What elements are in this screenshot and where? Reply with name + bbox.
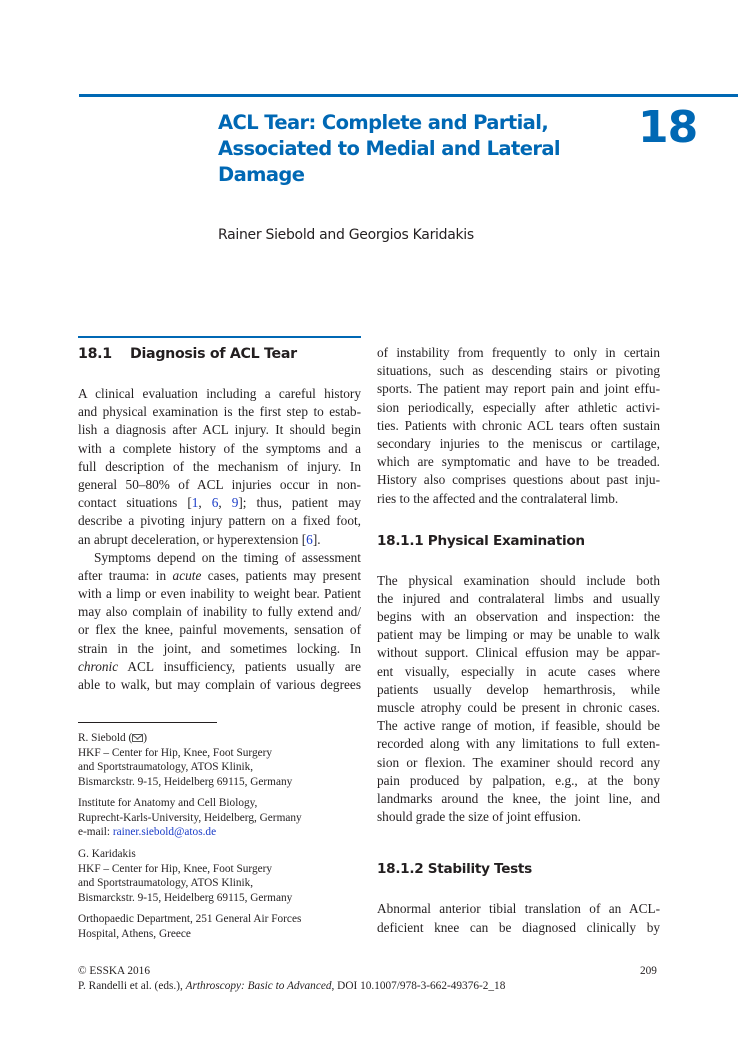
text-fragment: R. Siebold ( [78, 732, 133, 744]
text-line: deficient knee can be diagnosed clinically by [377, 919, 660, 935]
text-line: Symptoms depend on the timing of assessment [94, 549, 361, 565]
text-line: describe a pivoting injury pattern on a fixed foot, [78, 513, 361, 529]
affiliation-karidakis-hospital [78, 912, 378, 941]
text-line: should grade the size of joint effusion. [377, 809, 581, 825]
text-line: muscle atrophy could be present in chronic cases. [377, 700, 660, 715]
left-column [78, 336, 361, 694]
text-line: ties. Patients with chronic ACL tears often sustain [377, 417, 660, 433]
section-heading-18-1 [78, 345, 361, 363]
text-line [78, 658, 361, 676]
author-name: G. Karidakis [78, 848, 136, 860]
text-line: secondary injuries to the meniscus or cartilage, [377, 435, 660, 451]
chapter-header-rule [79, 94, 738, 97]
text-line: the injured and contralateral limbs and usually [377, 590, 660, 606]
text-line: Abnormal anterior tibial translation of an ACL- [377, 901, 660, 917]
email-link[interactable]: rainer.siebold@atos.de [112, 826, 217, 839]
text-line: History also comprises questions about past inju- [377, 472, 660, 488]
page-number: 209 [640, 965, 657, 977]
affiliation-siebold-institute [78, 796, 378, 840]
text-fragment: P. Randelli et al. (eds.), [78, 980, 186, 992]
affiliation-line: Hospital, Athens, Greece [78, 927, 191, 940]
text-fragment: contact situations [ [78, 495, 192, 511]
text-line: may also complain of inability to fully extend and/ [78, 604, 361, 620]
affiliation-line: Bismarckstr. 9-15, Heidelberg 69115, Germany [78, 891, 293, 904]
text-line: with a limp or even inability to weight bear. Patient [78, 586, 361, 602]
citation [78, 979, 505, 994]
affiliation-line: Orthopaedic Department, 251 General Air Forces [78, 913, 302, 925]
text-line: sports. The patient may report pain and joint effu- [377, 381, 660, 397]
text-line: patient may be limping or may be unable to walk [377, 627, 660, 643]
email-line [78, 825, 378, 840]
paragraph-continuation [377, 344, 660, 508]
text-fragment: an abrupt deceleration, or hyperextension [ [78, 531, 307, 547]
text-line: The physical examination should include both [377, 572, 660, 588]
affiliation-line: Ruprecht-Karls-University, Heidelberg, Germany [78, 811, 302, 824]
citation-link[interactable]: 1 [191, 495, 199, 511]
text-line: landmarks around the knee, the joint line, and [377, 790, 660, 806]
text-line: of instability from frequently to only in certain [377, 345, 660, 360]
copyright: © ESSKA 2016 [78, 965, 150, 977]
text-line: patients usually develop hemarthrosis, while [377, 681, 660, 697]
section-heading-18-1-2: 18.1.2 Stability Tests [377, 861, 532, 878]
text-line: situations, such as descending stairs or pivoting [377, 363, 660, 379]
text-fragment: ]. [312, 531, 321, 547]
text-line: full description of the mechanism of injury. In [78, 458, 361, 474]
paragraph-diagnosis-2 [78, 549, 361, 695]
chapter-authors: Rainer Siebold and Georgios Karidakis [218, 227, 474, 243]
text-line: The active range of motion, if feasible, should be [377, 718, 660, 734]
chapter-title-line: Damage [218, 163, 305, 186]
footnote-rule [78, 722, 217, 723]
section-number: 18.1 [78, 346, 112, 362]
right-column [377, 344, 660, 937]
text-fragment: cases, patients may present [201, 567, 362, 583]
emphasis: acute [172, 567, 202, 583]
text-line [78, 567, 361, 585]
text-line: with a complete history of the symptoms and a [78, 440, 361, 456]
affiliation-line: Bismarckstr. 9-15, Heidelberg 69115, Germany [78, 775, 293, 788]
affiliation-siebold [78, 731, 378, 789]
text-line: without support. Clinical effusion may be appar- [377, 645, 660, 661]
text-line: begins with an observation and inspection: the [377, 609, 660, 625]
text-fragment: after trauma: in [78, 567, 173, 583]
chapter-title-line: ACL Tear: Complete and Partial, [218, 111, 549, 134]
doi: , DOI 10.1007/978-3-662-49376-2_18 [331, 980, 506, 992]
text-line: strain in the joint, and sometimes locking. In [78, 640, 361, 656]
envelope-icon[interactable] [132, 734, 143, 742]
citation-link[interactable]: 6 [211, 495, 219, 511]
text-line: A clinical evaluation including a careful history [78, 386, 361, 401]
text-line: ries to the affected and the contralateral limb. [377, 490, 619, 506]
section-heading-18-1-1: 18.1.1 Physical Examination [377, 532, 585, 549]
citation-link[interactable]: 9 [231, 495, 239, 511]
affiliation-line: HKF – Center for Hip, Knee, Foot Surgery [78, 746, 273, 759]
affiliation-line: and Sportstraumatology, ATOS Klinik, [78, 877, 254, 890]
text-line: and physical examination is the first step to estab- [78, 404, 361, 420]
text-line: general 50–80% of ACL injuries occur in non- [78, 476, 361, 492]
text-line: sion periodically, especially after athletic activi- [377, 399, 660, 415]
text-line: recorded along with any limitations to full exten- [377, 736, 660, 752]
text-line: lish a diagnosis after ACL injury. It should begin [78, 422, 361, 438]
email-label: e-mail: [78, 826, 113, 839]
author-name [78, 731, 378, 746]
text-line: pain produced by palpation, e.g., at the bony [377, 772, 660, 788]
text-fragment: ]; thus, patient may [238, 495, 361, 511]
section-title: Diagnosis of ACL Tear [130, 346, 297, 362]
chapter-title [218, 110, 578, 188]
text-line: which are symptomatic and have to be treaded. [377, 454, 660, 470]
text-line: able to walk, but may complain of various degrees [78, 677, 361, 692]
paragraph-physical-examination [377, 572, 660, 827]
citation-link[interactable]: 6 [306, 531, 313, 547]
page-footer [78, 964, 505, 994]
text-line: or flex the knee, painful movements, sensation of [78, 622, 361, 638]
book-title: Arthroscopy: Basic to Advanced [185, 980, 332, 992]
text-fragment: ACL insufficiency, patients usually are [118, 658, 361, 674]
paragraph-stability-tests [377, 900, 660, 936]
affiliation-line: HKF – Center for Hip, Knee, Foot Surgery [78, 862, 273, 875]
chapter-title-line: Associated to Medial and Lateral [218, 137, 560, 160]
section-rule [78, 336, 361, 338]
affiliation-line: and Sportstraumatology, ATOS Klinik, [78, 761, 254, 774]
text-line: contact situations [1, 6, 9]; thus, patient may [78, 495, 361, 511]
chapter-number: 18 [638, 102, 698, 153]
emphasis: chronic [78, 658, 119, 674]
affiliation-karidakis [78, 847, 378, 905]
text-line: sion or flexion. The examiner should record any [377, 754, 660, 770]
text-fragment: ) [143, 732, 148, 744]
affiliation-line: Institute for Anatomy and Cell Biology, [78, 797, 258, 809]
text-line: ent visually, especially in acute cases where [377, 663, 660, 679]
paragraph-diagnosis-1 [78, 385, 361, 549]
text-line [78, 531, 361, 549]
